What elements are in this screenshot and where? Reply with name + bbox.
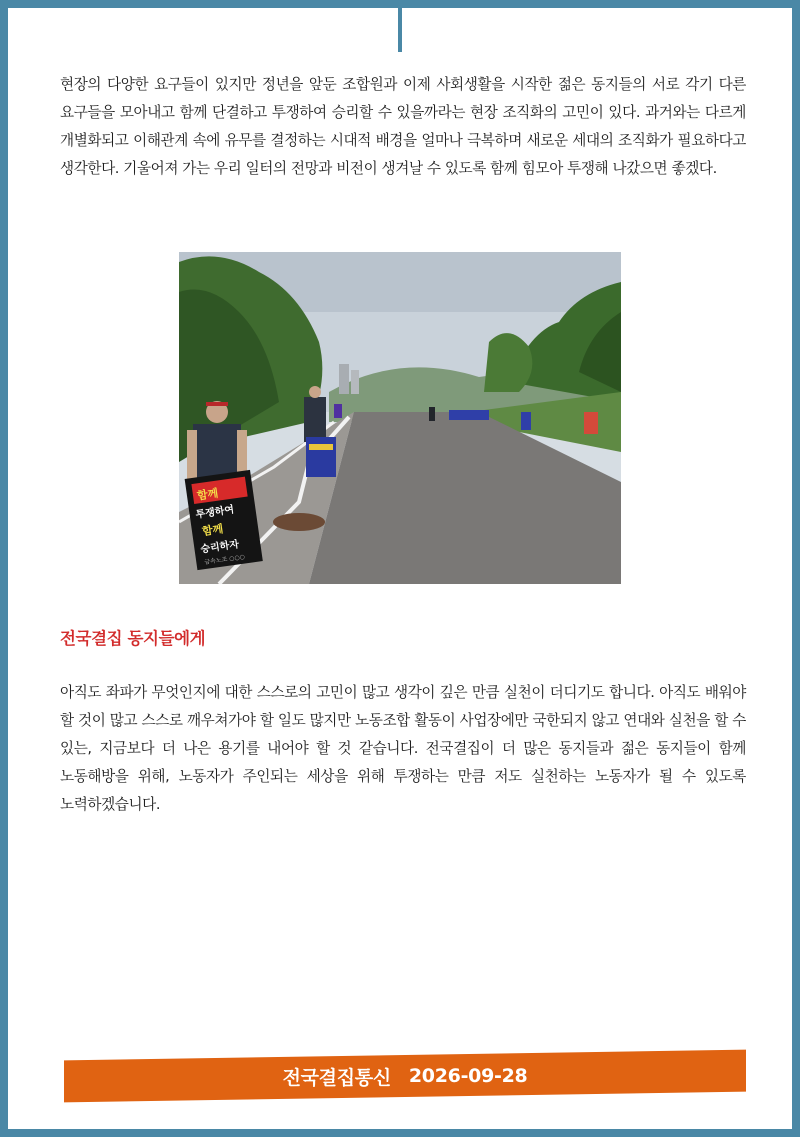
- footer-text: [64, 1055, 746, 1097]
- sign-line-1: 함께: [196, 486, 220, 503]
- intro-paragraph: 현장의 다양한 요구들이 있지만 정년을 앞둔 조합원과 이제 사회생활을 시작한 젊은 동지들의 서로 각기 다른 요구들을 모아내고 함께 단결하고 투쟁하여 승리할 수 있을까라는 현장 조직화의 고민이 있다. 과거와는 다르게 개별화되고 이해관계 속에 유무를 결정하는 시대적 배경을 얼마나 극복하며 새로운 세대의 조직화가 필요하다고 생각한다. 기울어져 가는 우리 일터의 전망과 비전이 생겨날 수 있도록 함께 힘모아 투쟁해 나갔으면 좋겠다.: [60, 76, 746, 177]
- top-divider-tick: [398, 8, 402, 52]
- sign-line-2: 투쟁하여: [195, 504, 235, 521]
- section-title: 전국결집 동지들에게: [60, 629, 206, 648]
- sign-line-4: 승리하자: [199, 539, 240, 556]
- sign-line-3: 함께: [201, 522, 225, 539]
- page: [8, 8, 792, 1129]
- sign-footer: 금속노조 ○○○: [203, 553, 246, 567]
- rally-photo: [179, 252, 621, 584]
- publication-name: 전국결집통신: [282, 1066, 391, 1089]
- publication-date: 2026-09-28: [408, 1065, 528, 1087]
- section-paragraph: 아직도 좌파가 무엇인지에 대한 스스로의 고민이 많고 생각이 깊은 만큼 실천이 더디기도 합니다. 아직도 배워야 할 것이 많고 스스로 깨우쳐가야 할 일도 많지만 노동조합 활동이 사업장에만 국한되지 않고 연대와 실천을 할 수 있는, 지금보다 더 나은 용기를 내어야 할 것 같습니다. 전국결집이 더 많은 동지들과 젊은 동지들이 함께 노동해방을 위해, 노동자가 주인되는 세상을 위해 투쟁하는 만큼 저도 실천하는 노동자가 될 수 있도록 노력하겠습니다.: [60, 684, 746, 813]
